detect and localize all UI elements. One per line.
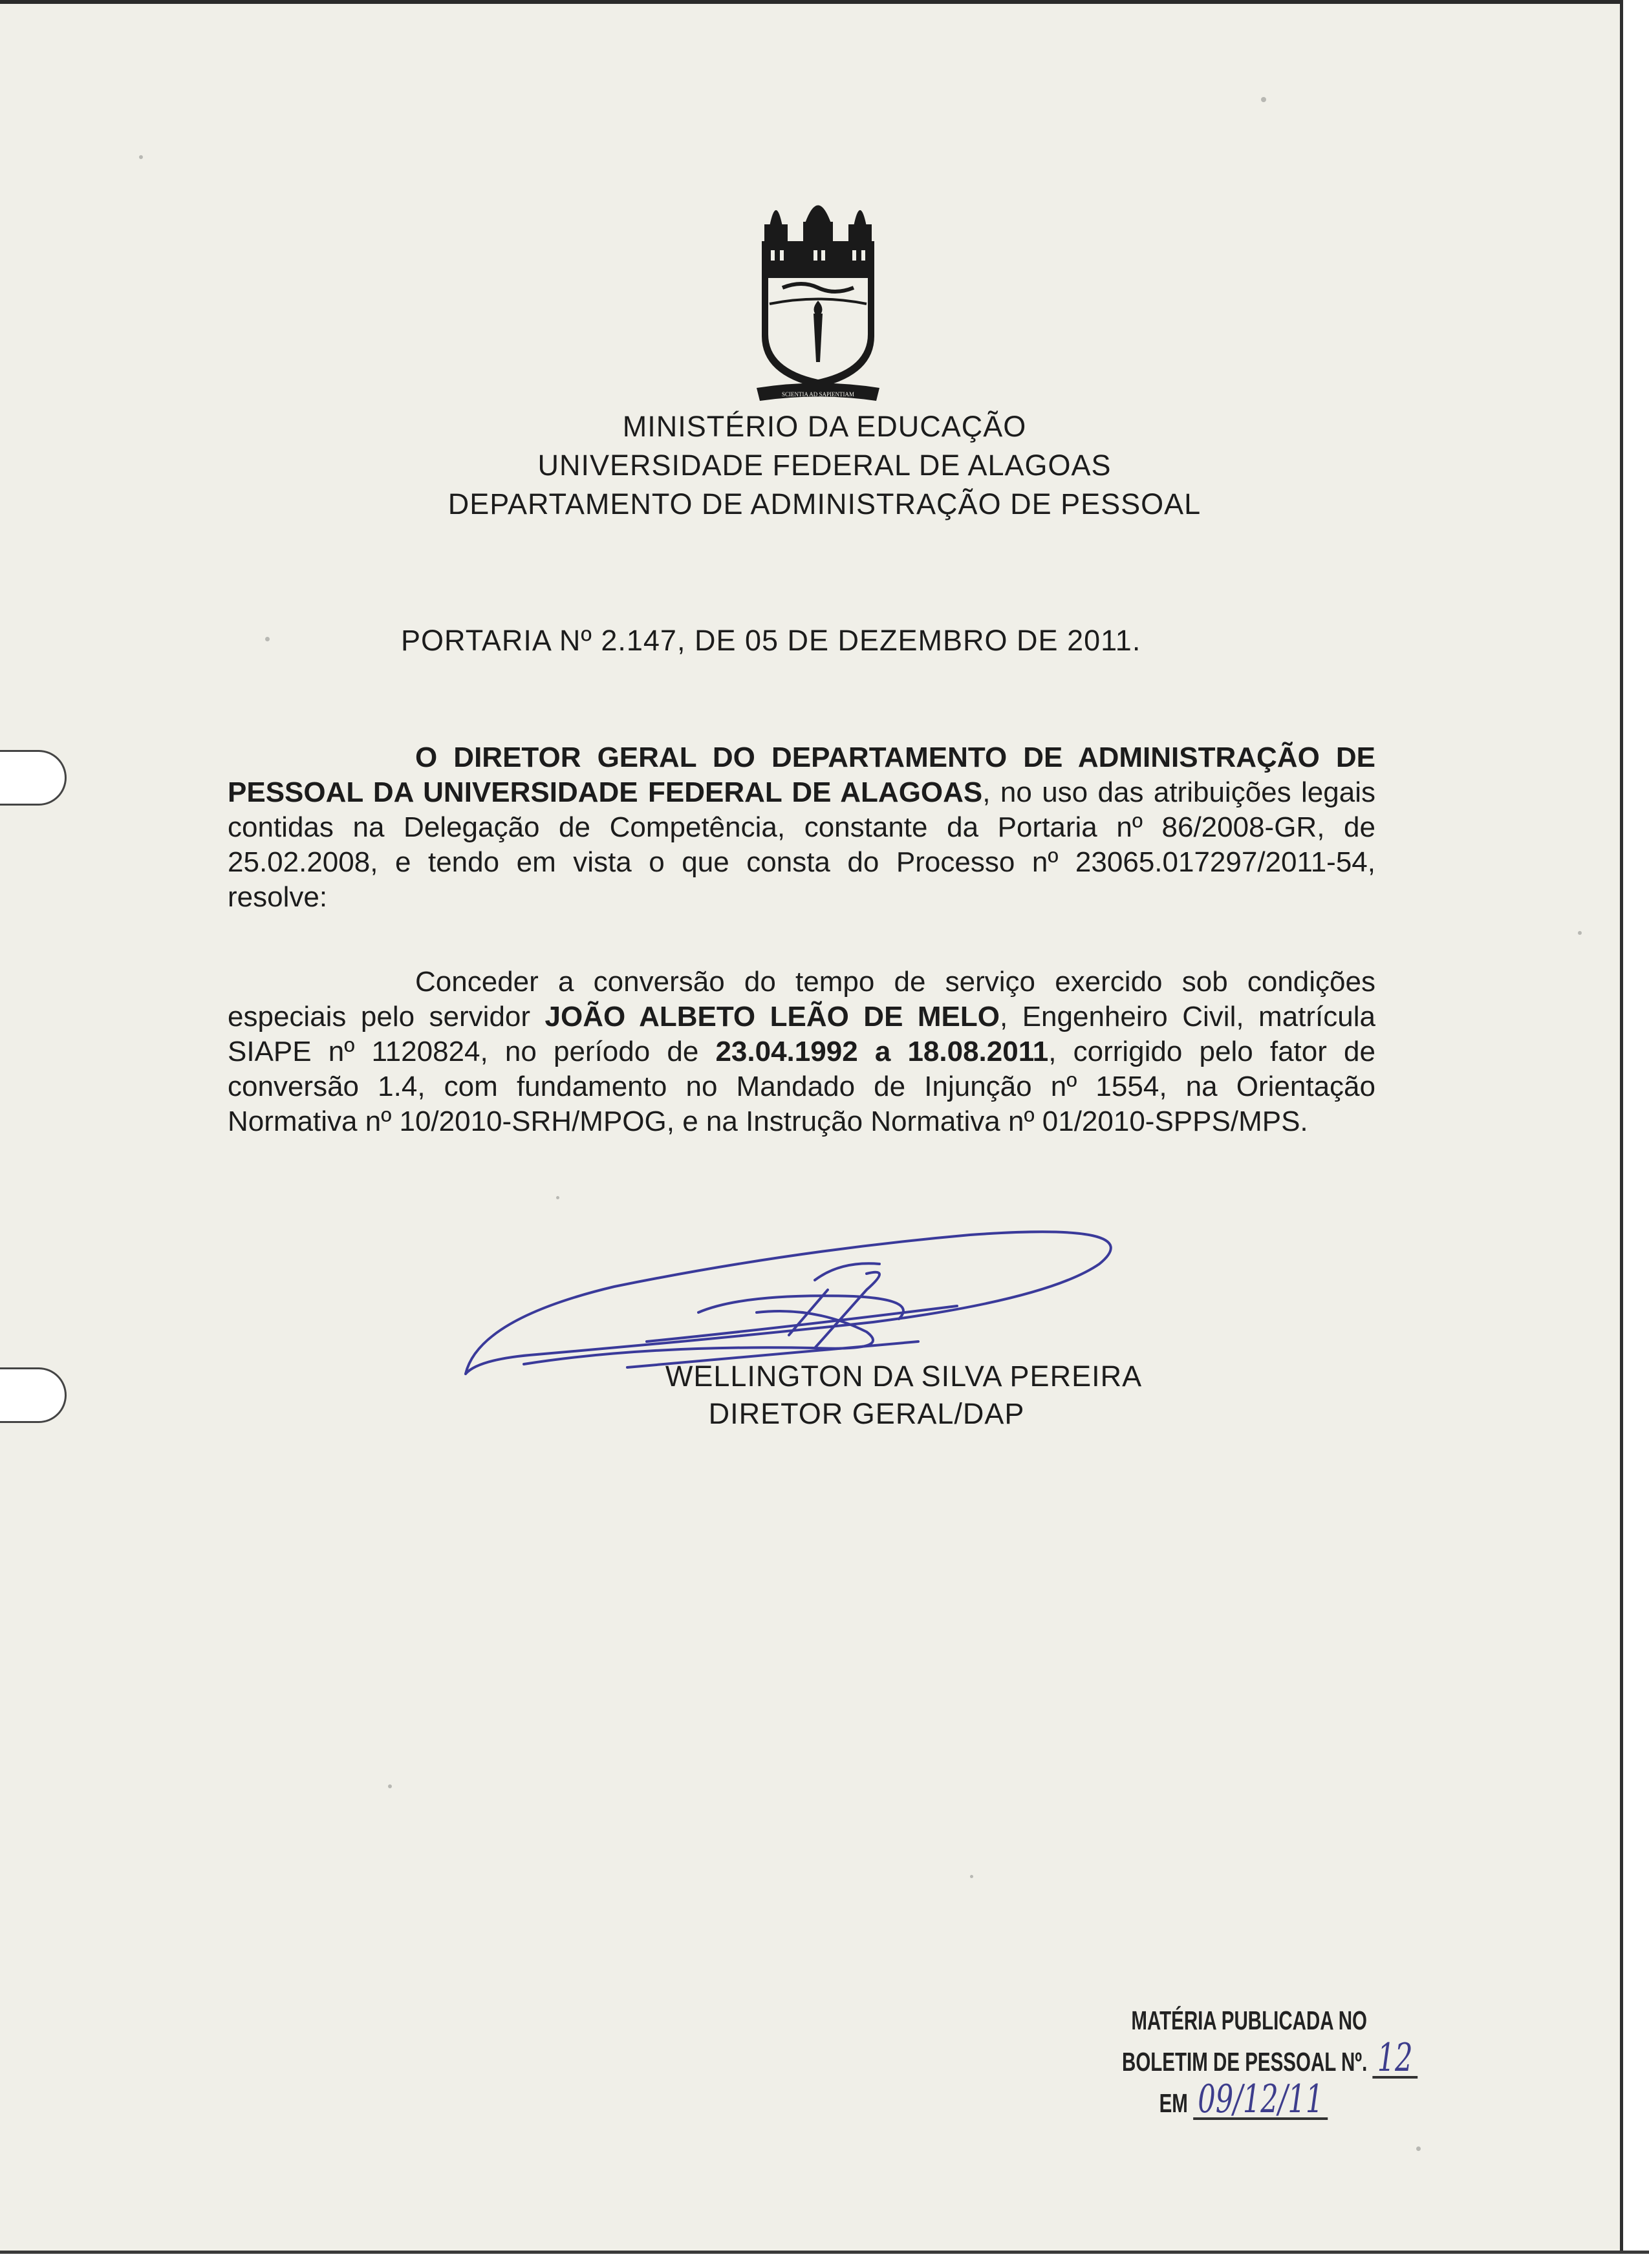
paper-speck xyxy=(970,1875,973,1878)
punch-hole-upper xyxy=(0,750,67,806)
ministry-name: MINISTÉRIO DA EDUCAÇÃO xyxy=(622,410,1027,443)
paper-speck xyxy=(556,1196,559,1199)
paper-speck xyxy=(1578,931,1582,935)
publication-stamp xyxy=(1122,2001,1413,2123)
servant-name: JOÃO ALBETO LEÃO DE MELO xyxy=(544,1001,1000,1032)
scan-edge-right xyxy=(1620,0,1649,2268)
service-period: 23.04.1992 a 18.08.2011 xyxy=(715,1036,1049,1067)
scan-edge-bottom xyxy=(0,2251,1649,2268)
date-label: EM xyxy=(1159,2088,1188,2118)
university-crest-logo xyxy=(757,191,879,404)
signer-name: WELLINGTON DA SILVA PEREIRA xyxy=(665,1360,1143,1393)
signer-role: DIRETOR GERAL/DAP xyxy=(708,1397,1025,1430)
bulletin-label: BOLETIM DE PESSOAL Nº. xyxy=(1122,2047,1368,2077)
paper-speck xyxy=(139,155,143,159)
ordinance-title: PORTARIA Nº 2.147, DE 05 DE DEZEMBRO DE 2011. xyxy=(401,624,1141,657)
paragraph-preamble xyxy=(228,740,1375,915)
crest-motto: SCIENTIA AD SAPIENTIAM xyxy=(781,391,855,398)
resolution-text-3: , corrigido pelo fator de conversão 1.4, com fundamento no Mandado de Injunção nº 1554, na Orientação Normativa nº 10/2010-SRH/MPOG, e na Instrução Normativa nº 01/2010-SPPS/MPS. xyxy=(228,1036,1375,1137)
preamble-authority: O DIRETOR GERAL DO DEPARTAMENTO DE ADMINISTRAÇÃO DE PESSOAL DA UNIVERSIDADE FEDERAL DE ALAGOAS xyxy=(228,742,1375,808)
stamp-line-published: MATÉRIA PUBLICADA NO xyxy=(1131,2006,1368,2035)
paper-speck xyxy=(1261,97,1266,102)
preamble-text: , no uso das atribuições legais contidas na Delegação de Competência, constante da Portaria nº 86/2008-GR, de 25.02.2008, e tendo em vista o que consta do Processo nº 23065.017297/2011-54, resolve: xyxy=(228,776,1375,913)
resolution-text-2: , Engenheiro Civil, matrícula SIAPE nº 1120824, no período de xyxy=(228,1001,1375,1067)
stamp-line-bulletin xyxy=(1122,2035,1413,2081)
university-name: UNIVERSIDADE FEDERAL DE ALAGOAS xyxy=(537,449,1112,482)
resolution-text-1: Conceder a conversão do tempo de serviço exercido sob condições especiais pelo servidor xyxy=(228,966,1375,1032)
paragraph-resolution xyxy=(228,965,1375,1139)
signer-block xyxy=(0,1358,1649,1433)
paper-speck xyxy=(1416,2146,1421,2151)
department-name: DEPARTAMENTO DE ADMINISTRAÇÃO DE PESSOAL xyxy=(447,487,1202,520)
publication-date: 09/12/11 xyxy=(1193,2081,1328,2120)
document-header xyxy=(0,407,1649,524)
paper-speck xyxy=(388,1784,392,1788)
bulletin-number: 12 xyxy=(1372,2040,1417,2079)
scan-edge-top xyxy=(0,0,1649,4)
stamp-line-date xyxy=(1122,2077,1341,2123)
paper-speck xyxy=(265,637,270,641)
